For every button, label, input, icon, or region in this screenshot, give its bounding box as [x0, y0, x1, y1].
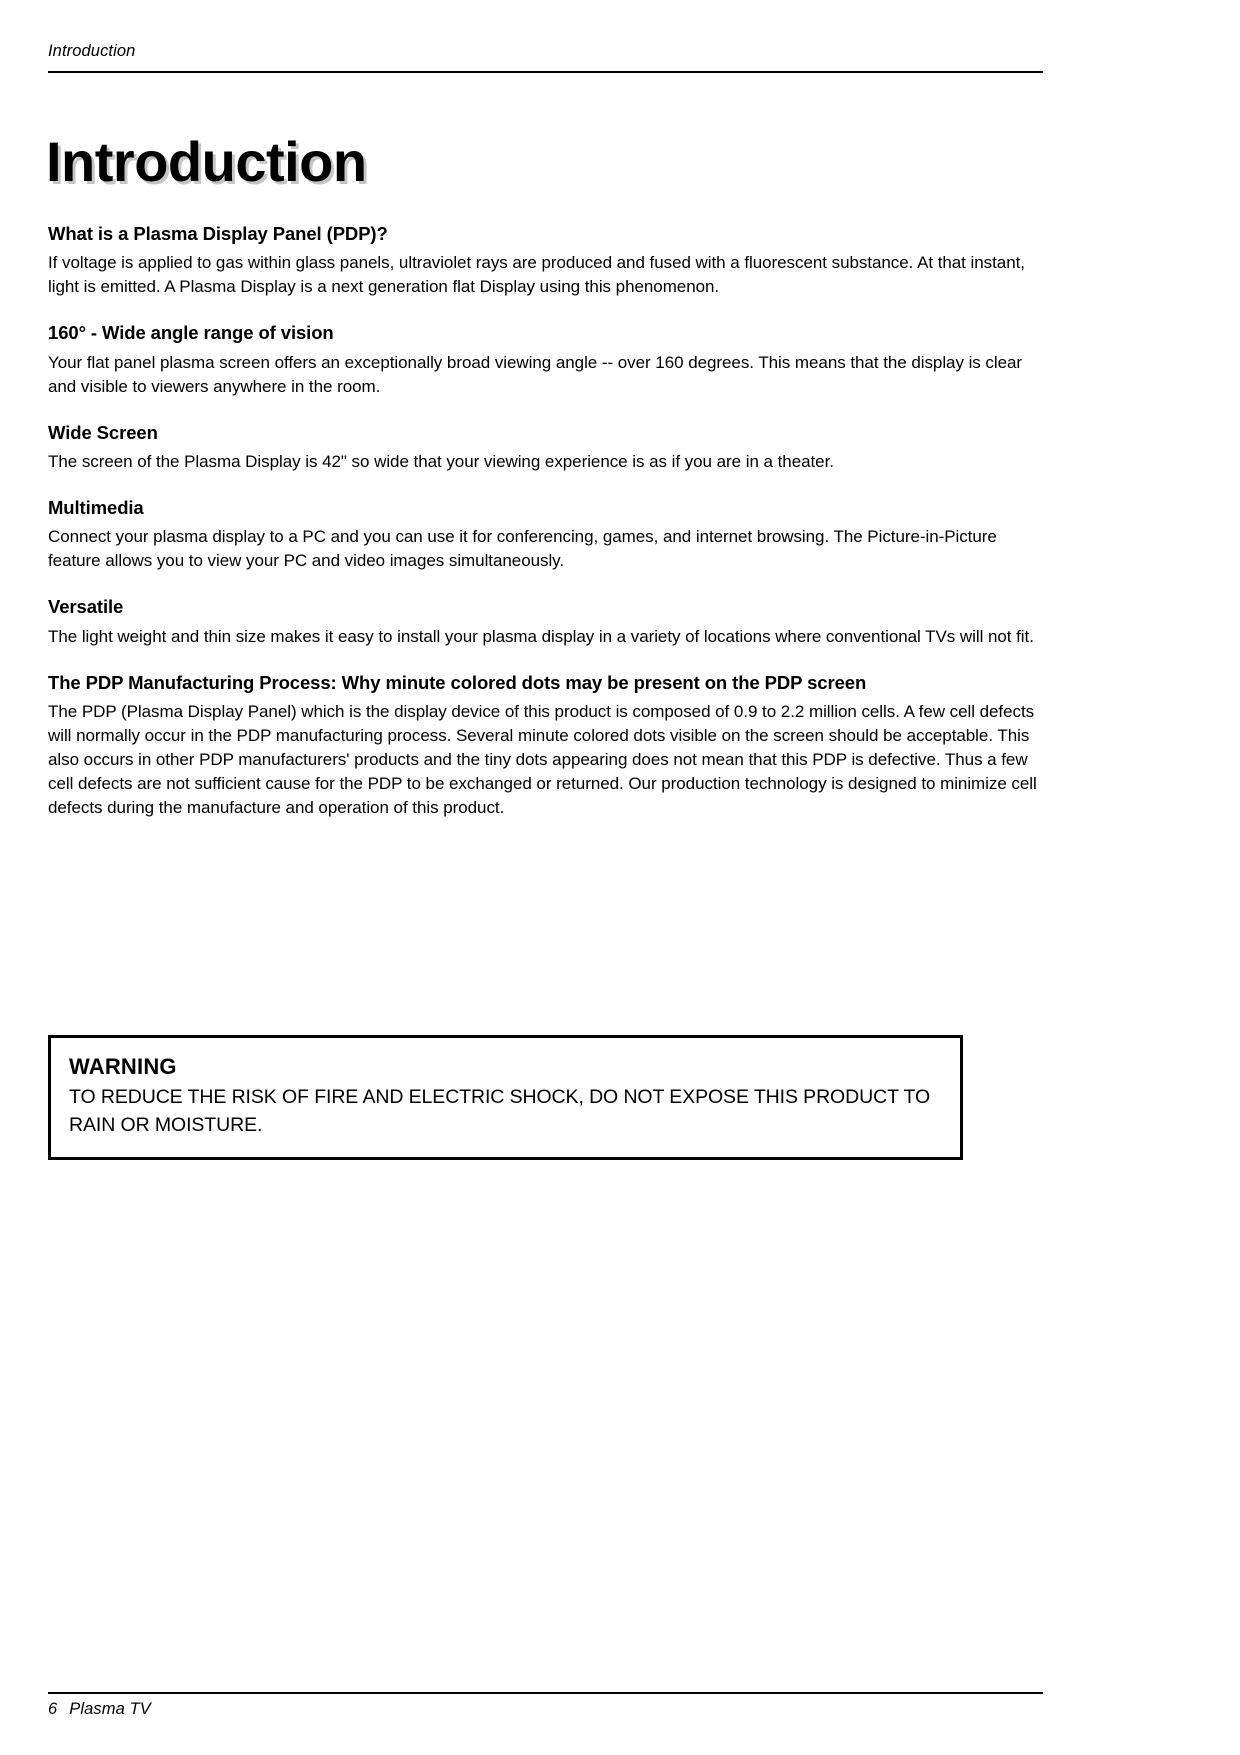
section-heading: Multimedia [48, 497, 144, 518]
section-wide-screen [48, 421, 1043, 474]
section-body: The PDP (Plasma Display Panel) which is the display device of this product is composed of 0.9 to 2.2 million cells. A few cell defects will normally occur in the PDP manufacturing process. Several minute colored dots visible on the screen should be acceptable. This also occurs in other PDP manufacturers' products and the tiny dots appearing does not mean that this PDP is defective. Thus a few cell defects are not sufficient cause for the PDP to be exchanged or returned. Our production technology is designed to minimize cell defects during the manufacture and operation of this product. [48, 701, 1037, 818]
header-rule [48, 71, 1043, 73]
running-head: Introduction [48, 42, 136, 60]
section-heading: Wide Screen [48, 421, 158, 443]
section-heading: 160° - Wide angle range of vision [48, 322, 334, 344]
section-what-is-pdp [48, 222, 1043, 299]
section-body: If voltage is applied to gas within glass panels, ultraviolet rays are produced and fused with a fluorescent substance. At that instant, light is emitted. A Plasma Display is a next generation flat Display using this phenomenon. [48, 253, 1025, 297]
page-footer [48, 1700, 151, 1719]
footer-page-number: 6 [48, 1700, 58, 1718]
section-body: The screen of the Plasma Display is 42" so wide that your viewing experience is as if you are in a theater. [48, 451, 834, 471]
section-multimedia [48, 496, 1043, 573]
section-wide-angle [48, 321, 1043, 398]
section-heading: The PDP Manufacturing Process: Why minute colored dots may be present on the PDP screen [48, 671, 867, 693]
warning-box [48, 1035, 963, 1160]
section-body: Connect your plasma display to a PC and you can use it for conferencing, games, and internet browsing. The Picture-in-Picture feature allows you to view your PC and video images simultaneously. [48, 527, 997, 571]
footer-document-name: Plasma TV [69, 1700, 151, 1718]
section-body: Your flat panel plasma screen offers an exceptionally broad viewing angle -- over 160 degrees. This means that the display is clear and visible to viewers anywhere in the room. [48, 352, 1023, 396]
section-body: The light weight and thin size makes it easy to install your plasma display in a variety of locations where conventional TVs will not fit. [48, 626, 1034, 646]
section-versatile [48, 595, 1043, 648]
warning-text: TO REDUCE THE RISK OF FIRE AND ELECTRIC SHOCK, DO NOT EXPOSE THIS PRODUCT TO RAIN OR MOISTURE. [69, 1086, 931, 1136]
footer-rule [48, 1692, 1043, 1694]
content-column [48, 222, 1043, 820]
section-pdp-manufacturing-process [48, 671, 1043, 821]
section-heading: What is a Plasma Display Panel (PDP)? [48, 223, 388, 244]
page-title: Introduction [46, 129, 367, 193]
warning-title: WARNING [69, 1054, 177, 1079]
section-heading: Versatile [48, 596, 124, 618]
